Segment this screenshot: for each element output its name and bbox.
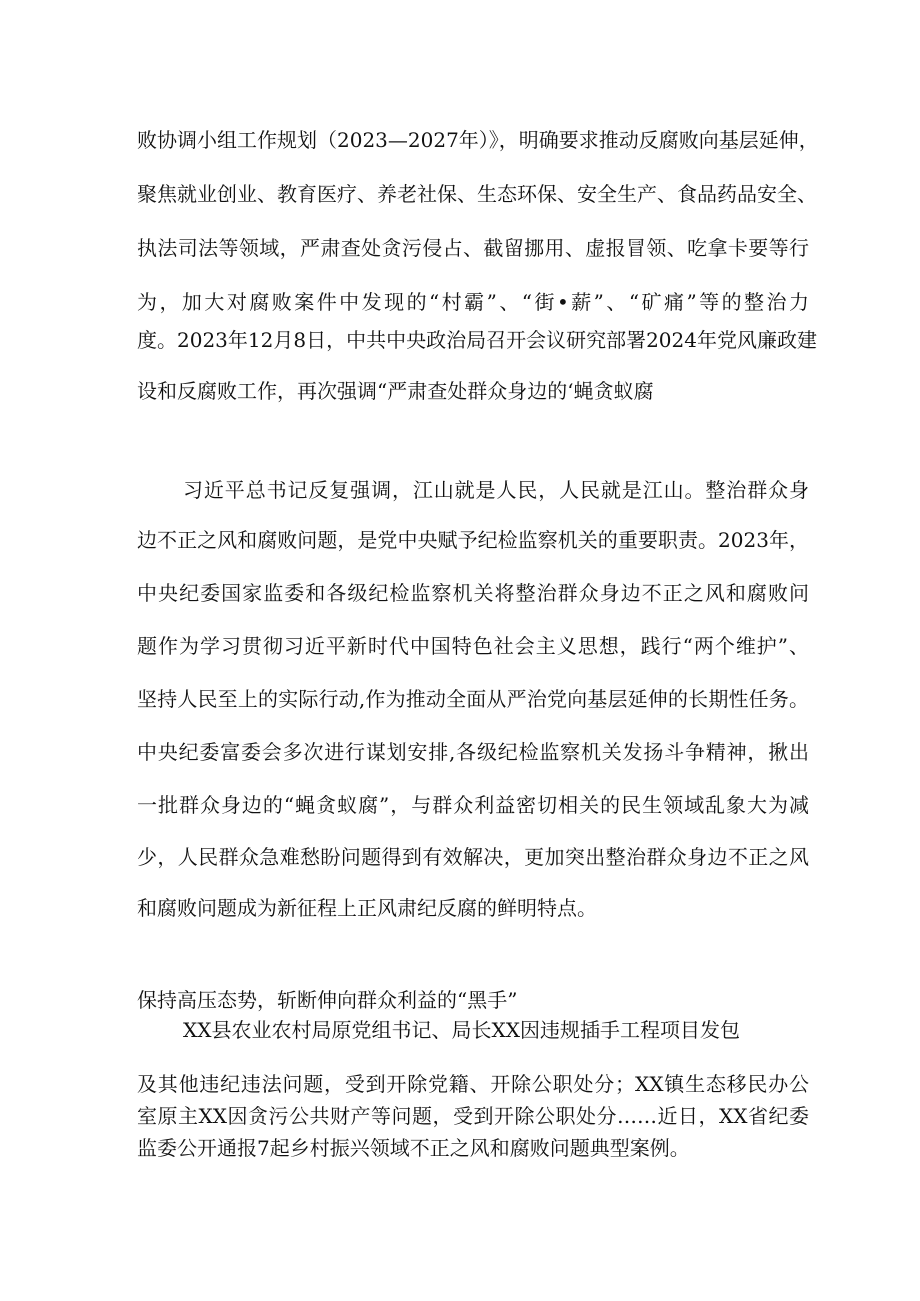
paragraph-4-line-2: 室原主XX因贪污公共财产等问题，受到开除公职处分……近日，XX省纪委 xyxy=(137,1104,809,1128)
paragraph-2-line-8: 少，人民群众急难愁盼问题得到有效解决，更加突出整治群众身边不正之风 xyxy=(137,845,809,869)
paragraph-2-line-2: 边不正之风和腐败问题，是党中央赋予纪检监察机关的重要职责。2023年， xyxy=(137,528,809,552)
section-heading: 保持高压态势，斩断伸向群众利益的“黑手” xyxy=(137,988,518,1012)
paragraph-2-line-9: 和腐败问题成为新征程上正风肃纪反腐的鲜明特点。 xyxy=(137,896,597,920)
paragraph-1-line-4: 为，加大对腐败案件中发现的“村霸”、“街•薪”、“矿痛”等的整治力 xyxy=(137,290,809,314)
paragraph-4-line-1: 及其他违纪违法问题，受到开除党籍、开除公职处分；XX镇生态移民办公 xyxy=(137,1072,809,1096)
paragraph-2-line-5: 坚持人民至上的实际行动,作为推动全面从严治党向基层延伸的长期性任务。 xyxy=(137,687,809,711)
paragraph-1-line-2: 聚焦就业创业、教育医疗、养老社保、生态环保、安全生产、食品药品安全、 xyxy=(137,182,817,206)
paragraph-4-line-3: 监委公开通报7起乡村振兴领域不正之风和腐败问题典型案例。 xyxy=(137,1136,690,1160)
paragraph-1-line-3: 执法司法等领域，严肃查处贪污侵占、截留挪用、虚报冒领、吃拿卡要等行 xyxy=(137,236,809,260)
paragraph-2-line-1: 习近平总书记反复强调，江山就是人民，人民就是江山。整治群众身 xyxy=(183,478,809,502)
paragraph-1-line-1: 败协调小组工作规划（2023—2027年）》，明确要求推动反腐败向基层延伸， xyxy=(137,128,819,152)
paragraph-3-line-1: XX县农业农村局原党组书记、局长XX因违规插手工程项目发包 xyxy=(183,1018,740,1042)
paragraph-2-line-3: 中央纪委国家监委和各级纪检监察机关将整治群众身边不正之风和腐败问 xyxy=(137,581,809,605)
paragraph-2-line-4: 题作为学习贯彻习近平新时代中国特色社会主义思想，践行“两个维护”、 xyxy=(137,634,809,658)
paragraph-1-line-6: 设和反腐败工作，再次强调“严肃查处群众身边的‘蝇贪蚁腐 xyxy=(137,379,654,403)
paragraph-1-line-5: 度。2023年12月8日，中共中央政治局召开会议研究部署2024年党风廉政建 xyxy=(137,328,817,352)
paragraph-2-line-6: 中央纪委富委会多次进行谋划安排,各级纪检监察机关发扬斗争精神，揪出 xyxy=(137,740,809,764)
paragraph-2-line-7: 一批群众身边的“蝇贪蚁腐”，与群众利益密切相关的民生领域乱象大为减 xyxy=(137,793,809,817)
